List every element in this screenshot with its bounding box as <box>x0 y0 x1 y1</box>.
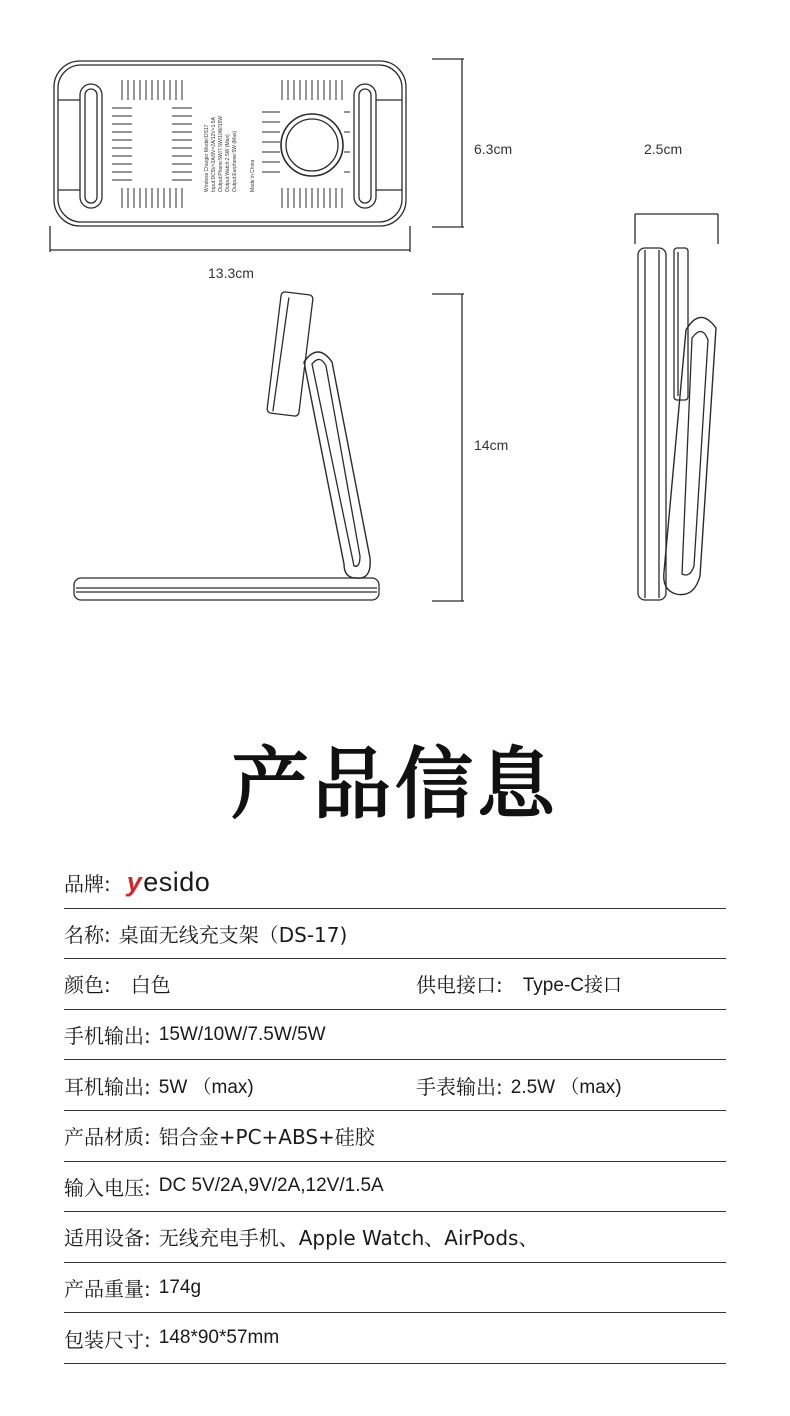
folded-view-drawing <box>638 248 716 600</box>
device-label-line: Output:Earphone:5W (Max) <box>232 130 238 192</box>
spec-value: 2.5W （max) <box>510 1076 622 1098</box>
spec-row-package <box>64 1313 726 1364</box>
width-dimension-line <box>50 226 410 252</box>
spec-value: DC 5V/2A,9V/2A,12V/1.5A <box>158 1175 384 1197</box>
depth-dimension-line <box>635 214 718 244</box>
spec-row-weight <box>64 1263 726 1314</box>
spec-label: 耳机输出: <box>64 1074 151 1099</box>
spec-row-color-port <box>64 959 726 1010</box>
stand-height-dimension-line <box>432 294 464 601</box>
product-dimension-diagram <box>0 0 790 640</box>
stand-height-label: 14cm <box>474 437 509 453</box>
spec-value: 174g <box>158 1276 202 1298</box>
device-label <box>204 116 256 192</box>
spec-row-input-voltage <box>64 1162 726 1213</box>
brand-logo-text: esido <box>143 867 211 898</box>
section-title: 产品信息 <box>230 740 559 830</box>
brand-logo-mark: y <box>126 867 143 898</box>
spec-label: 品牌: <box>64 872 111 897</box>
spec-label: 名称: <box>64 922 111 947</box>
spec-row-phone-output <box>64 1010 726 1061</box>
width-label: 13.3cm <box>208 265 254 281</box>
spec-value: 15W/10W/7.5W/5W <box>158 1023 326 1045</box>
spec-value: 白色 <box>130 973 171 998</box>
side-view-drawing <box>74 292 379 600</box>
device-label-line: Output:Watch:2.5W (Max) <box>225 134 231 192</box>
spec-value: 5W （max) <box>158 1076 254 1098</box>
spec-value: 桌面无线充支架（DS-17) <box>118 922 348 947</box>
spec-label: 输入电压: <box>64 1175 151 1200</box>
spec-value: Type-C接口 <box>522 975 622 997</box>
spec-label: 产品材质: <box>64 1125 151 1150</box>
spec-row-material <box>64 1111 726 1162</box>
spec-label: 手表输出: <box>416 1074 503 1099</box>
spec-label: 产品重量: <box>64 1277 151 1302</box>
height-dimension-line <box>432 59 464 227</box>
spec-label: 颜色: <box>64 973 111 998</box>
spec-value: 无线充电手机、Apple Watch、AirPods、 <box>158 1226 539 1251</box>
height-top-label: 6.3cm <box>474 141 513 157</box>
brand-logo <box>127 867 211 898</box>
spec-label: 包装尺寸: <box>64 1327 151 1352</box>
device-label-line: Input:DC5V=2A/9V=2A/12V=1.5A <box>211 117 217 192</box>
spec-label: 适用设备: <box>64 1226 151 1251</box>
spec-label: 供电接口: <box>416 973 503 998</box>
device-label-line: Made in China <box>250 159 256 192</box>
spec-row-compatible <box>64 1212 726 1263</box>
spec-label: 手机输出: <box>64 1024 151 1049</box>
spec-row-earphone-watch <box>64 1060 726 1111</box>
device-label-line: Output:Phone:5W/7.5W/10W/15W <box>218 115 224 192</box>
depth-label: 2.5cm <box>644 141 683 157</box>
spec-table <box>64 858 726 1364</box>
spec-row-brand <box>64 858 726 909</box>
spec-value: 148*90*57mm <box>158 1327 280 1349</box>
device-label-line: Wireless Charger Model:DS17 <box>204 124 210 192</box>
spec-row-name <box>64 909 726 960</box>
spec-value: 铝合金+PC+ABS+硅胶 <box>158 1125 375 1150</box>
